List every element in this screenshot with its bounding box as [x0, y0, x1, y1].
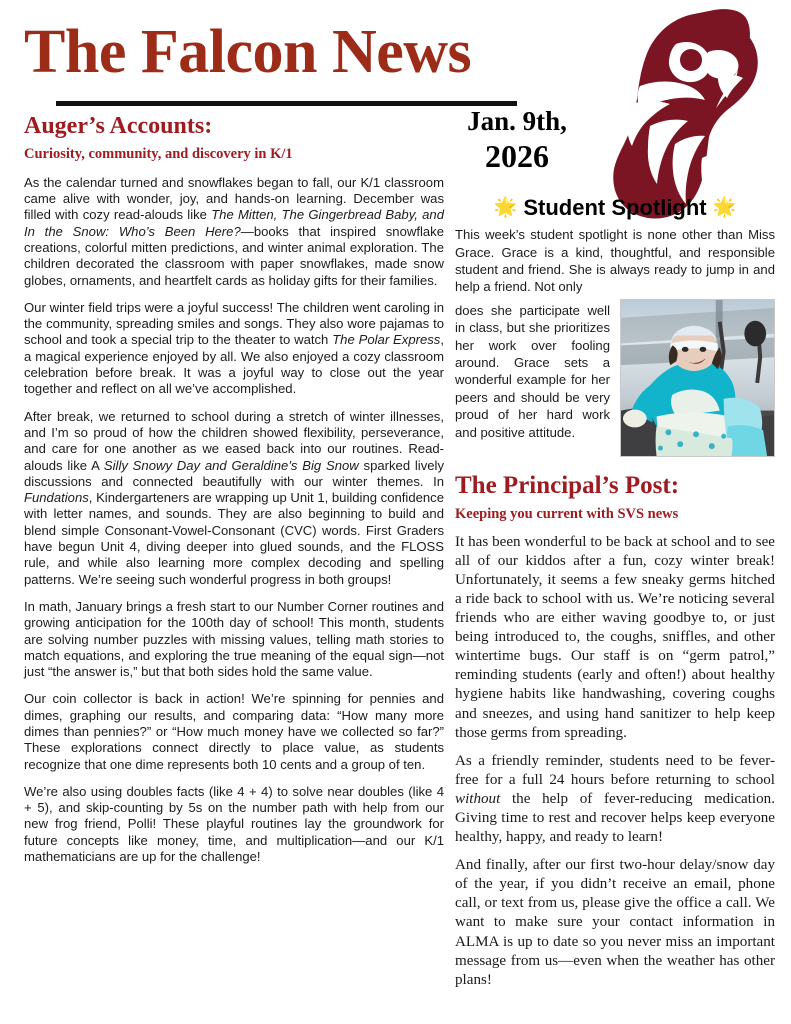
text-run: It has been wonderful to be back at school and to see all of our kiddos after a fun, cozy winter break! Unfortunately, it seems a few sneaky germs hitched a ride back to school with us. We’re noticing several friends who are either waving goodbye to, or just being introduced to, the coughs, sniffles, and other wintertime bugs. Our staff is on “germ patrol,” reminding students (early and often!) about healthy hygiene habits like handwashing, covering coughs and sneezes, and using hand sanitizer to help keep those germs from spreading. — [455, 533, 775, 741]
paragraph — [24, 175, 444, 289]
falcon-head-logo — [576, 8, 788, 220]
augers-accounts-subtitle: Curiosity, community, and discovery in K/1 — [24, 146, 293, 163]
text-run: As a friendly reminder, students need to be fever-free for a full 24 hours before returning to school — [455, 752, 775, 788]
spotlight-continued-text: does she participate well in class, but she prioritizes her work over fooling around. Grace sets a wonderful example for her peers and should be very proud of her hard work and positive attitude. — [455, 302, 610, 440]
text-run: —books that inspired snowflake creations, colorful mitten predictions, and winter animal exploration. The children decorated the classroom with paper snowflakes, made snow globes, ornaments, and heartfelt cards as holiday gifts for their families. — [24, 223, 444, 288]
text-run: We’re also using doubles facts (like 4 + 4) to solve near doubles (like 4 + 5), and skip-counting by 5s on the number path with help from our new frog friend, Polli! These playful routines lay the groundwork for future concepts like money, time, and multiplication—and our K/1 mathematicians are up for the challenge! — [24, 783, 444, 865]
principals-post-section — [455, 461, 775, 990]
paragraph — [24, 599, 444, 680]
text-run: the help of fever-reducing medication. Giving time to rest and recover helps keep everyone healthy, happy, and ready to learn! — [455, 790, 775, 846]
italic-run: Silly Snowy Day and Geraldine’s Big Snow — [103, 457, 359, 473]
paragraph — [455, 752, 775, 847]
masthead-divider — [56, 101, 517, 106]
page-title: The Falcon News — [24, 18, 472, 86]
glowing-star-icon-left: 🌟 — [493, 197, 518, 218]
text-run: , Kindergarteners are wrapping up Unit 1, building confidence with letter names, and sounds. They are also beginning to build and blend simple Consonant-Vowel-Consonant (CVC) words. First Graders have begun Unit 4, diving deeper into glued sounds, and the FLOSS rule, and while also learning more complex decoding and spelling patterns. We’re seeing such wonderful progress in both groups! — [24, 490, 445, 587]
text-run: Our coin collector is back in action! We’re spinning for pennies and dimes, graphing our results, and comparing data: “How many more dimes than pennies?” or “How much money have we collected so far?” These explorations connect directly to place value, as students recognize that one dime represents both 10 cents and a group of ten. — [24, 691, 444, 772]
text-run: In math, January brings a fresh start to our Number Corner routines and growing anticipation for the 100th day of school! This month, students are solving number puzzles with missing values, telling math stories to match equations, and exploring the true meaning of the equal sign—not just “the answer is,” but that both sides hold the same value. — [24, 598, 444, 680]
principals-post-body — [455, 533, 775, 990]
issue-date — [451, 106, 583, 176]
student-spotlight-heading-text: Student Spotlight — [523, 195, 707, 220]
paragraph — [24, 691, 444, 772]
text-run: sparked lively discussions and connected beautifully with our winter themes. In — [24, 457, 444, 489]
paragraph — [24, 300, 444, 398]
glowing-star-icon-right: 🌟 — [712, 197, 737, 218]
left-column — [24, 113, 444, 865]
principals-post-subtitle: Keeping you current with SVS news — [455, 506, 679, 523]
paragraph — [455, 533, 775, 743]
text-run: As the calendar turned and snowflakes began to fall, our K/1 classroom came alive with wonder, joy, and hands-on learning. December was filled with cozy read-alouds like — [24, 174, 444, 223]
masthead — [24, 18, 564, 86]
augers-accounts-title: Auger’s Accounts: — [24, 113, 213, 139]
issue-date-line1: Jan. 9th, — [467, 106, 567, 136]
italic-run: The Polar Express — [332, 332, 441, 348]
right-column — [455, 196, 775, 990]
text-run: And finally, after our first two-hour delay/snow day of the year, if you didn’t receive an email, phone call, or text from us, please give the office a call. We want to make sure your contact information in ALMA is up to date so you never miss an important message from us—even when the weather has other plans! — [455, 857, 775, 988]
student-spotlight-photo — [620, 299, 775, 457]
paragraph — [455, 856, 775, 990]
text-run: Our winter field trips were a joyful success! The children went caroling in the community, spreading smiles and songs. They also wore pajamas to school and took a special trip to the theater to watch — [24, 299, 444, 348]
augers-accounts-body — [24, 175, 444, 866]
principals-post-title: The Principal’s Post: — [455, 471, 680, 499]
spotlight-intro-text: This week’s student spotlight is none other than Miss Grace. Grace is a kind, thoughtful, and responsible student and friend. She is always ready to jump in and help a friend. Not only — [455, 227, 775, 295]
italic-run: The Mitten, The Gingerbread Baby, and In the Snow: Who’s Been Here? — [24, 207, 444, 239]
paragraph — [24, 784, 444, 865]
text-run: , a magical experience enjoyed by all. We also enjoyed a cozy classroom celebration before break. It was a joyful way to close out the year together and reflect on all we’ve accomplished. — [24, 332, 444, 397]
text-run: After break, we returned to school during a stretch of winter illnesses, and I’m so proud of how the children showed flexibility, perseverance, and care for one another as we eased back into our routines. Read-alouds like A — [24, 408, 444, 473]
italic-run: without — [455, 790, 501, 807]
student-spotlight-heading — [455, 196, 775, 220]
issue-date-line2: 2026 — [485, 137, 549, 174]
paragraph — [24, 409, 444, 588]
italic-run: Fundations — [24, 490, 89, 506]
